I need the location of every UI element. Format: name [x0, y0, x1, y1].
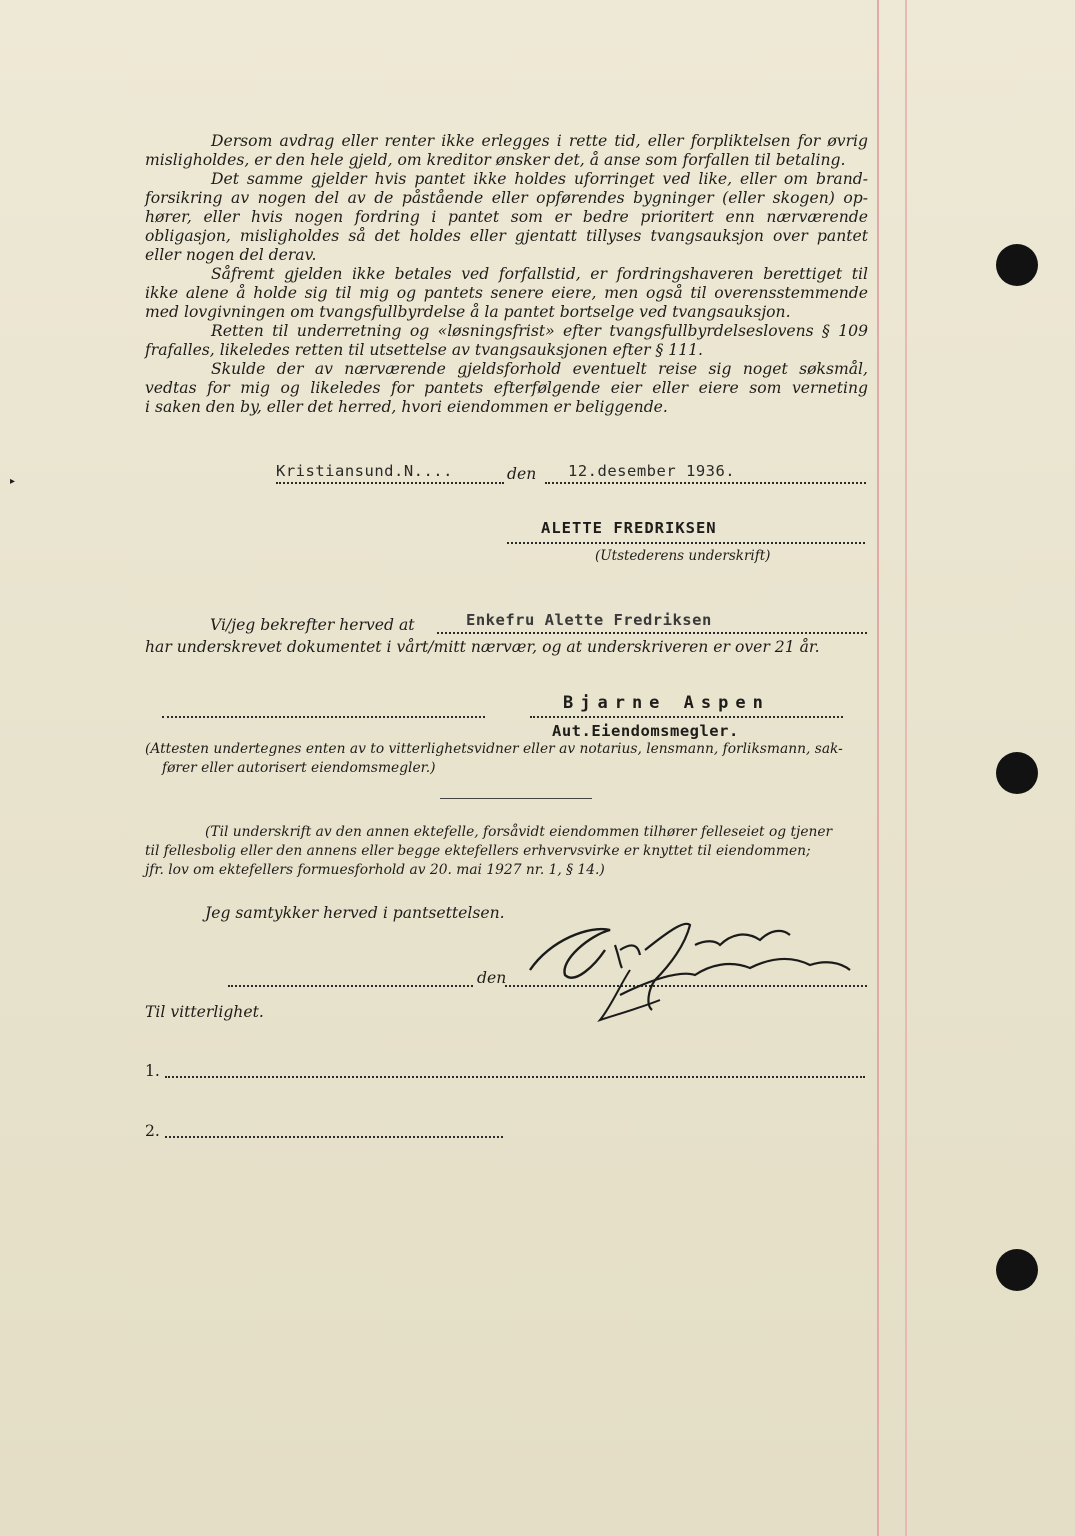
clause-enforcement — [145, 265, 868, 322]
clause-line: ikke alene å holde sig til mig og pantets senere eiere, men også til overensstemmende — [145, 284, 868, 302]
issuer-signature-line — [507, 542, 865, 544]
clause-notice — [145, 322, 868, 360]
clause-line: i saken den by, eller det herred, hvori eiendommen er beliggende. — [145, 398, 668, 416]
clause-line: hører, eller hvis nogen fordring i pantet som er bedre prioritert enn nærværende — [145, 208, 868, 226]
clause-line: frafalles, likeledes retten til utsettelse av tvangsauksjonen efter § 111. — [145, 341, 703, 359]
den-label: den — [507, 465, 537, 483]
clause-default — [145, 132, 868, 170]
confirmation-name: Enkefru Alette Fredriksen — [466, 611, 712, 629]
place-value: Kristiansund.N.... — [276, 462, 453, 480]
clause-maintenance — [145, 170, 868, 265]
witness-1-number: 1. — [145, 1062, 160, 1080]
clause-line: med lovgivningen om tvangsfullbyrdelse å la pantet bortselge ved tvangsauksjon. — [145, 303, 791, 321]
confirmation-prefix: Vi/jeg bekrefter herved at — [210, 616, 415, 634]
punch-hole-middle — [996, 752, 1038, 794]
punch-hole-bottom — [996, 1249, 1038, 1291]
margin-mark: ▸ — [10, 476, 16, 487]
witness-name: Bjarne Aspen — [563, 693, 770, 713]
punch-hole-top — [996, 244, 1038, 286]
spouse-note-line2: til fellesbolig eller den annens eller begge ektefellers erhvervsvirke er knyttet til eiendommen; — [145, 843, 811, 859]
clause-venue — [145, 360, 868, 417]
clause-line: Retten til underretning og «løsningsfrist» efter tvangsfullbyrdelseslovens § 109 — [211, 322, 868, 340]
clause-line: Dersom avdrag eller renter ikke erlegges i rette tid, eller forpliktelsen for øvrig — [211, 132, 868, 150]
spouse-note-line1: (Til underskrift av den annen ektefelle, forsåvidt eiendommen tilhører felleseiet og tjener — [205, 824, 833, 840]
place-dotline — [276, 482, 504, 484]
margin-rule-left — [877, 0, 879, 1536]
consent-place-dotline — [228, 985, 473, 987]
vitterlighet-label: Til vitterlighet. — [145, 1003, 264, 1021]
witness-title: Aut.Eiendomsmegler. — [552, 722, 739, 740]
witness-note-line1: (Attesten undertegnes enten av to vitterlighetsvidner eller av notarius, lensmann, forliksmann, sak- — [145, 741, 843, 757]
clause-line: Skulde der av nærværende gjeldsforhold eventuelt reise sig noget søksmål, — [211, 360, 868, 378]
handwritten-signature — [520, 910, 860, 1030]
witness-right-dotline — [530, 716, 843, 718]
witness-2-number: 2. — [145, 1122, 160, 1140]
clause-line: vedtas for mig og likeledes for pantets efterfølgende eier eller eiere som verneting — [145, 379, 868, 397]
clause-line: Såfremt gjelden ikke betales ved forfallstid, er fordringshaveren berettiget til — [211, 265, 868, 283]
witness-left-dotline — [162, 716, 485, 718]
witness-1-dotline — [165, 1076, 865, 1078]
consent-text: Jeg samtykker herved i pantsettelsen. — [205, 904, 505, 922]
confirmation-line2: har underskrevet dokumentet i vårt/mitt nærvær, og at underskriveren er over 21 år. — [145, 638, 820, 656]
date-value: 12.desember 1936. — [568, 462, 736, 480]
clause-line: eller nogen del derav. — [145, 246, 317, 264]
issuer-caption: (Utstederens underskrift) — [595, 548, 771, 564]
consent-den-label: den — [477, 969, 507, 987]
margin-rule-right — [905, 0, 907, 1536]
spouse-note-line3: jfr. lov om ektefellers formuesforhold av 20. mai 1927 nr. 1, § 14.) — [145, 862, 605, 878]
witness-2-dotline — [165, 1136, 503, 1138]
clause-line: obligasjon, misligholdes så det holdes eller gjentatt tillyses tvangsauksjon over pantet — [145, 227, 868, 245]
issuer-name: ALETTE FREDRIKSEN — [541, 519, 717, 537]
confirmation-dotline — [437, 632, 867, 634]
witness-note-line2: fører eller autorisert eiendomsmegler.) — [162, 760, 436, 776]
date-dotline — [545, 482, 866, 484]
clause-line: forsikring av nogen del av de påstående eller opførendes bygninger (eller skogen) op- — [145, 189, 868, 207]
clause-line: misligholdes, er den hele gjeld, om kreditor ønsker det, å anse som forfallen til betaling. — [145, 151, 846, 169]
clause-line: Det samme gjelder hvis pantet ikke holdes uforringet ved like, eller om brand- — [211, 170, 868, 188]
section-divider — [440, 798, 592, 799]
